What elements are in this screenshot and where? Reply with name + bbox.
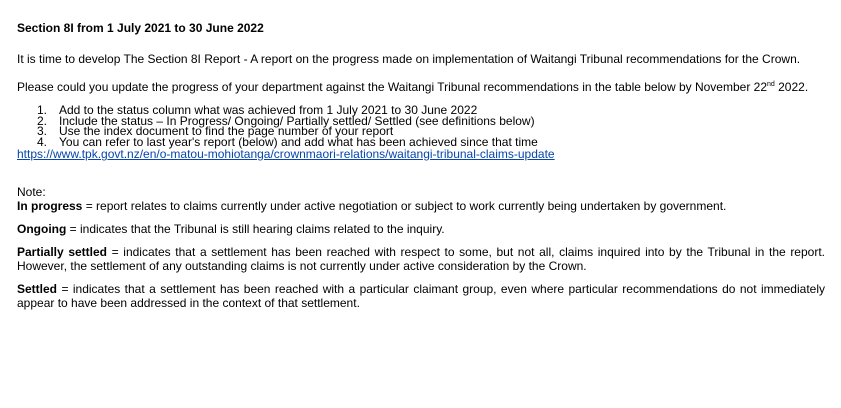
list-item-number: 2. [37, 113, 48, 128]
request-text: Please could you update the progress of your department against the Waitangi Tribunal recommendations in the table below by November 22 [17, 80, 767, 94]
claims-update-link[interactable]: https://www.tpk.govt.nz/en/o-matou-mohiotanga/crownmaori-relations/waitangi-tribunal-claims-update [17, 147, 555, 161]
note-label: Note: [17, 185, 46, 199]
definition-partially-settled [17, 245, 825, 273]
definition-term: In progress [17, 199, 83, 213]
definition-ongoing [17, 222, 825, 236]
list-item-text: Use the index document to find the page number of your report [59, 124, 394, 138]
definition-term: Ongoing [17, 222, 67, 236]
document-body [17, 21, 825, 310]
definition-text: = report relates to claims currently under active negotiation or subject to work currently being undertaken by government. [82, 199, 727, 213]
request-paragraph [17, 80, 825, 94]
definition-text: = indicates that a settlement has been reached with respect to some, but not all, claims inquired into by the Tribunal in the report. However, the settlement of any outstanding claims is not currently under active consideration by the Crown. [17, 245, 825, 273]
definition-term: Partially settled [17, 245, 108, 259]
list-item-text: You can refer to last year's report (below) and add what has been achieved since that time [59, 134, 538, 149]
list-item [17, 134, 825, 149]
list-item-number: 4. [37, 134, 48, 149]
definition-term: Settled [17, 282, 58, 296]
request-superscript: nd [767, 81, 775, 88]
list-item-text: Add to the status column what was achieved from 1 July 2021 to 30 June 2022 [59, 103, 478, 117]
definition-settled [17, 282, 825, 310]
request-year: 2022. [774, 80, 809, 94]
list-item-number: 3. [37, 124, 48, 138]
definition-text: = indicates that a settlement has been reached with a particular claimant group, even where particular recommendations do not immediately appear to have been addressed in the context of that settlement. [17, 282, 825, 310]
document-title: Section 8I from 1 July 2021 to 30 June 2022 [17, 21, 264, 35]
intro-paragraph: It is time to develop The Section 8I Report - A report on the progress made on implementation of Waitangi Tribunal recommendations for the Crown. [17, 52, 801, 66]
list-item-number: 1. [37, 103, 48, 117]
steps-list [17, 105, 825, 147]
list-item-text: Include the status – In Progress/ Ongoing/ Partially settled/ Settled (see definitions below) [59, 113, 535, 128]
definition-in-progress [17, 199, 825, 213]
definition-text: = indicates that the Tribunal is still hearing claims related to the inquiry. [66, 222, 445, 236]
